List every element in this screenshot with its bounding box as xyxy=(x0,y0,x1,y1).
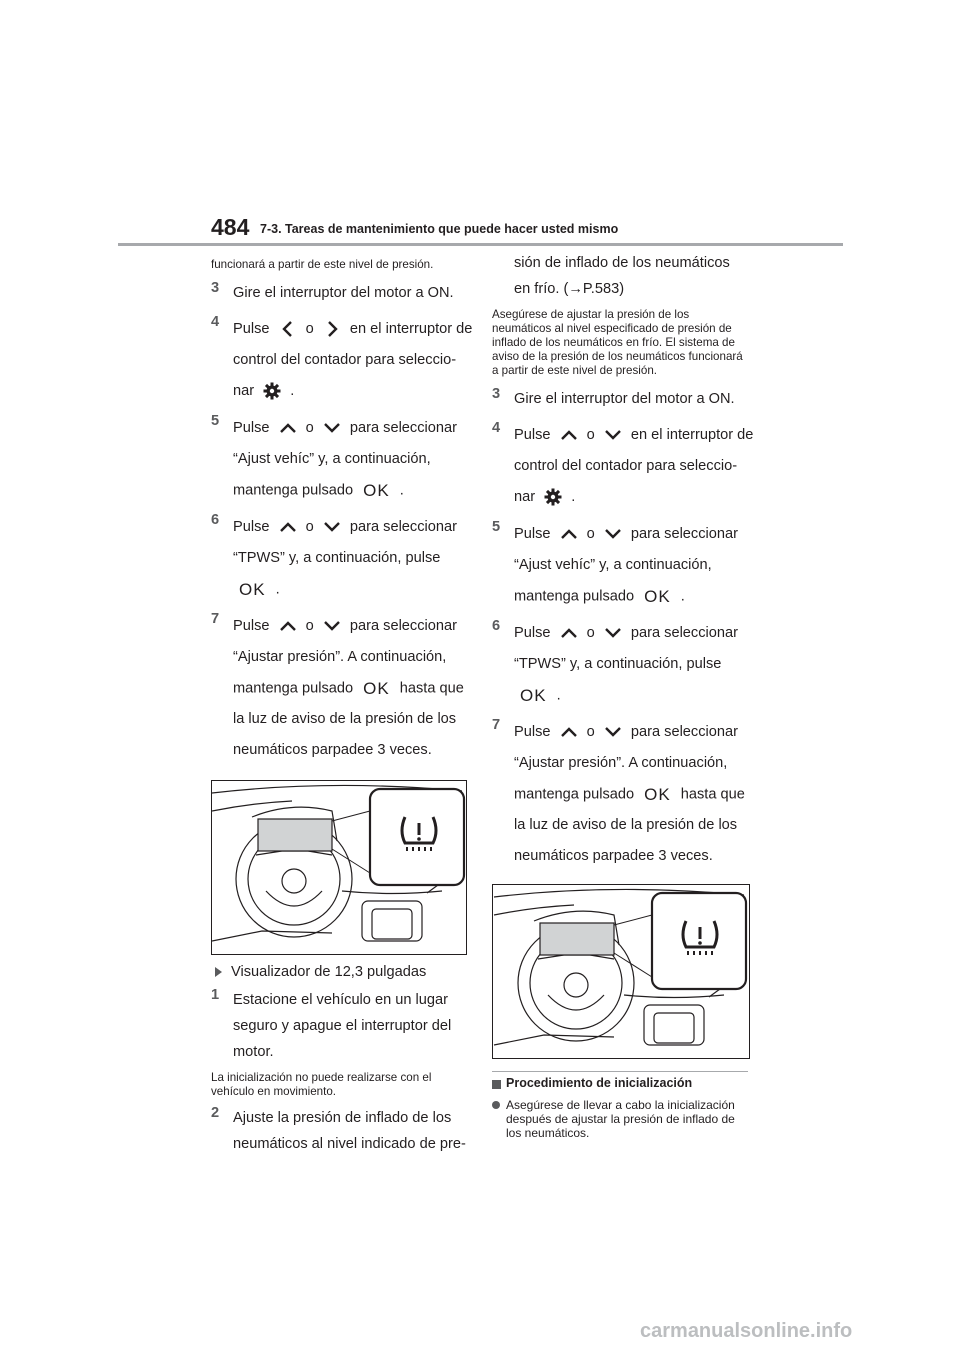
step-text: Gire el interruptor del motor a ON. xyxy=(514,391,735,407)
chevron-up-icon xyxy=(560,723,578,741)
gear-icon xyxy=(544,488,562,506)
step-number: 6 xyxy=(492,618,501,634)
step-text: “Ajustar presión”. A continuación, xyxy=(233,649,447,665)
ok-button-symbol: OK xyxy=(363,679,390,698)
step-text: “Ajust vehíc” y, a continuación, xyxy=(514,557,712,573)
step-text: neumáticos parpadee 3 veces. xyxy=(233,742,432,758)
note-text: La inicialización no puede realizarse con el vehículo en movimiento. xyxy=(211,1071,432,1098)
step-text: Pulse xyxy=(514,724,551,740)
step-text: seguro y apague el interruptor del xyxy=(233,1018,452,1034)
step-6 xyxy=(492,618,746,711)
ok-button-symbol: OK xyxy=(239,580,266,599)
step-7 xyxy=(492,717,746,872)
step-4 xyxy=(211,314,473,407)
step-text: para seleccionar xyxy=(349,519,457,535)
step-4 xyxy=(492,420,754,513)
step-number: 3 xyxy=(211,280,220,296)
step-text: sión de inflado de los neumáticos xyxy=(514,255,730,271)
step-6 xyxy=(211,512,465,605)
note-text: Asegúrese de ajustar la presión de los neumáticos al nivel especificado de presión de inflado de los neumáticos en frío. El sistema de aviso de la presión de los neumáticos funcionará a partir de este nivel de presión. xyxy=(492,308,743,377)
step-number: 6 xyxy=(211,512,220,528)
step-text: neumáticos al nivel indicado de pre- xyxy=(233,1136,466,1152)
dashboard-drawing xyxy=(212,781,466,954)
ok-button-symbol: OK xyxy=(644,785,671,804)
step-number: 7 xyxy=(492,717,501,733)
step-text: . xyxy=(680,588,685,605)
chevron-up-icon xyxy=(279,419,297,437)
step-text: mantenga pulsado xyxy=(233,680,354,697)
chevron-up-icon xyxy=(560,426,578,444)
step-3 xyxy=(211,280,465,306)
step-text: o xyxy=(586,427,595,443)
chevron-down-icon xyxy=(604,426,622,444)
step-text: la luz de aviso de la presión de los xyxy=(233,711,457,727)
step-text: para seleccionar xyxy=(349,420,457,436)
gear-icon xyxy=(263,382,281,400)
step-text: o xyxy=(305,618,314,634)
step-text: Pulse xyxy=(233,420,270,436)
step-text: o xyxy=(586,625,595,641)
page-number: 484 xyxy=(211,214,250,240)
step-text: Pulse xyxy=(514,526,551,542)
step-text: Pulse xyxy=(233,618,270,634)
step-number: 4 xyxy=(211,314,220,330)
chevron-down-icon xyxy=(323,518,341,536)
procedure-header xyxy=(492,1071,748,1090)
step-text: motor. xyxy=(233,1044,274,1060)
ok-button-symbol: OK xyxy=(644,587,671,606)
step-text: para seleccionar xyxy=(630,625,738,641)
step-text: . xyxy=(290,383,295,399)
step-number: 1 xyxy=(211,987,220,1003)
chevron-up-icon xyxy=(560,525,578,543)
step-text: la luz de aviso de la presión de los xyxy=(514,817,738,833)
chevron-down-icon xyxy=(604,624,622,642)
step-text: Ajuste la presión de inflado de los xyxy=(233,1110,452,1126)
ok-button-symbol: OK xyxy=(363,481,390,500)
procedure-header-text: Procedimiento de inicialización xyxy=(506,1076,693,1090)
step-text: para seleccionar xyxy=(630,526,738,542)
header-rule xyxy=(118,243,843,246)
step-text: o xyxy=(305,519,314,535)
step-7 xyxy=(211,611,465,766)
step-number: 5 xyxy=(211,413,220,429)
step-text: “Ajust vehíc” y, a continuación, xyxy=(233,451,431,467)
section-title: 7-3. Tareas de mantenimiento que puede hacer usted mismo xyxy=(260,222,619,236)
step-2 xyxy=(211,1105,465,1157)
step-text: Pulse xyxy=(233,321,270,337)
step-text: nar xyxy=(233,383,255,399)
chevron-down-icon xyxy=(323,617,341,635)
caption-text: Visualizador de 12,3 pulgadas xyxy=(231,964,427,980)
step-text: mantenga pulsado xyxy=(233,482,354,499)
step-number: 2 xyxy=(211,1105,220,1121)
step-text: para seleccionar xyxy=(349,618,457,634)
step-number: 4 xyxy=(492,420,501,436)
tire-pressure-warning-icon xyxy=(397,811,441,855)
step-number: 7 xyxy=(211,611,220,627)
step-text: . xyxy=(556,687,561,704)
step-text: mantenga pulsado xyxy=(514,786,635,803)
right-column xyxy=(492,250,754,1140)
dashboard-illustration xyxy=(211,780,467,955)
chevron-down-icon xyxy=(323,419,341,437)
chevron-up-icon xyxy=(279,518,297,536)
step-text: mantenga pulsado xyxy=(514,588,635,605)
step-text: en el interruptor de xyxy=(349,321,473,337)
step-text: Pulse xyxy=(514,427,551,443)
step-5 xyxy=(492,519,746,612)
step-text: “TPWS” y, a continuación, pulse xyxy=(233,550,441,566)
chevron-down-icon xyxy=(604,525,622,543)
display-caption xyxy=(211,959,465,985)
intro-text: funcionará a partir de este nivel de presión. xyxy=(211,258,434,271)
procedure-bullet-text: Asegúrese de llevar a cabo la inicialización después de ajustar la presión de inflado de los neumáticos. xyxy=(506,1098,735,1140)
step-number: 5 xyxy=(492,519,501,535)
step-1 xyxy=(211,987,465,1065)
chevron-up-icon xyxy=(560,624,578,642)
step-text: o xyxy=(586,724,595,740)
watermark: carmanualsonline.info xyxy=(640,1320,853,1342)
step-text: Gire el interruptor del motor a ON. xyxy=(233,285,454,301)
procedure-bullet xyxy=(492,1098,746,1140)
step-text: hasta que xyxy=(399,680,464,697)
left-column xyxy=(211,250,473,1157)
step-text: en frío. (→P.583) xyxy=(514,281,625,297)
chevron-up-icon xyxy=(279,617,297,635)
step-2-continued xyxy=(492,250,746,302)
step-text: en el interruptor de xyxy=(630,427,754,443)
step-text: o xyxy=(586,526,595,542)
ok-button-symbol: OK xyxy=(520,686,547,705)
step-3 xyxy=(492,386,746,412)
tire-pressure-warning-icon xyxy=(678,915,722,959)
step-text: neumáticos parpadee 3 veces. xyxy=(514,848,713,864)
step-text: control del contador para seleccio- xyxy=(233,352,457,368)
chevron-left-icon xyxy=(279,320,297,338)
triangle-bullet-icon xyxy=(215,967,222,977)
step-text: . xyxy=(275,581,280,598)
step-text: o xyxy=(305,321,314,337)
step-text: . xyxy=(399,482,404,499)
square-bullet-icon xyxy=(492,1080,501,1089)
step-text: hasta que xyxy=(680,786,745,803)
step-text: . xyxy=(571,489,576,505)
dashboard-illustration xyxy=(492,884,750,1059)
chevron-right-icon xyxy=(323,320,341,338)
step-text: nar xyxy=(514,489,536,505)
step-text: control del contador para seleccio- xyxy=(514,458,738,474)
step-5 xyxy=(211,413,465,506)
chevron-down-icon xyxy=(604,723,622,741)
dashboard-drawing xyxy=(493,885,749,1058)
step-number: 3 xyxy=(492,386,501,402)
step-text: “TPWS” y, a continuación, pulse xyxy=(514,656,722,672)
circle-bullet-icon xyxy=(492,1101,500,1109)
step-text: Pulse xyxy=(514,625,551,641)
step-text: “Ajustar presión”. A continuación, xyxy=(514,755,728,771)
step-text: Pulse xyxy=(233,519,270,535)
step-text: o xyxy=(305,420,314,436)
step-text: para seleccionar xyxy=(630,724,738,740)
step-text: Estacione el vehículo en un lugar xyxy=(233,992,448,1008)
